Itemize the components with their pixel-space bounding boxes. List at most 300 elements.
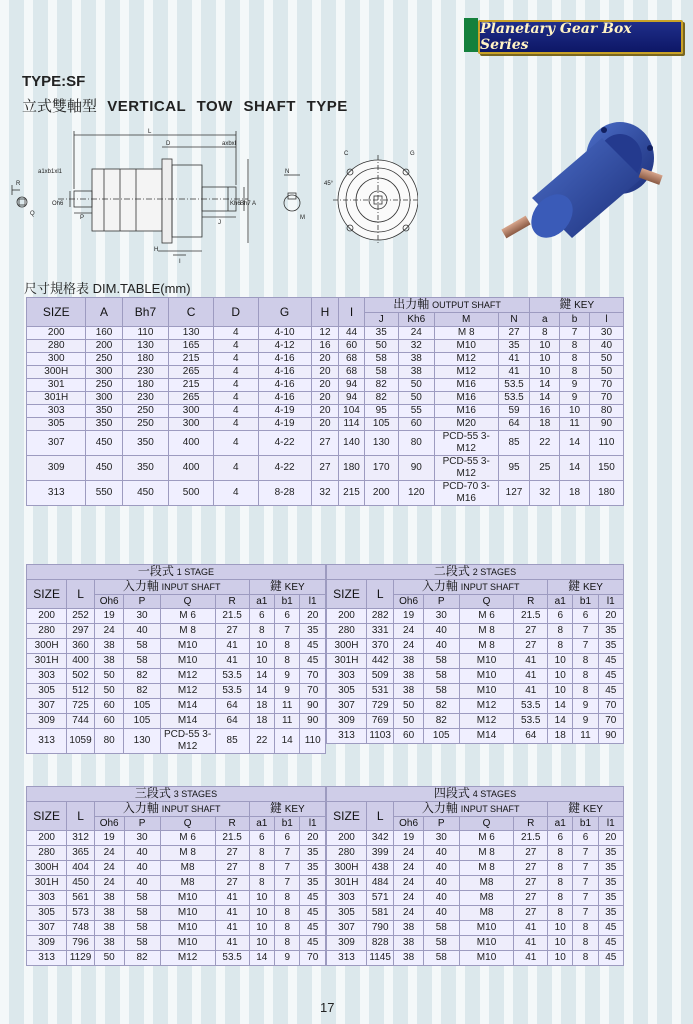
table-cell: 35 — [598, 861, 623, 876]
col-L: L — [367, 802, 394, 831]
table-cell: M12 — [160, 669, 215, 684]
table-cell: 450 — [122, 481, 169, 506]
table-cell: 40 — [423, 861, 459, 876]
table-cell: 45 — [598, 936, 623, 951]
table-cell: M10 — [160, 654, 215, 669]
table-cell: 64 — [514, 729, 548, 744]
table-cell: 27 — [498, 327, 530, 340]
table-cell: 18 — [560, 481, 590, 506]
col-a1: a1 — [249, 595, 274, 609]
table-cell: 38 — [94, 906, 124, 921]
table-cell: 19 — [394, 831, 423, 846]
table-cell: 64 — [215, 714, 249, 729]
table-cell: 90 — [598, 729, 623, 744]
table-cell: 24 — [394, 639, 423, 654]
table-cell: 309 — [327, 714, 367, 729]
table-cell: 58 — [423, 684, 459, 699]
table-cell: 95 — [498, 456, 530, 481]
table-cell: 7 — [573, 891, 598, 906]
table-cell: 50 — [394, 699, 423, 714]
table-cell: 828 — [367, 936, 394, 951]
table-cell: 38 — [94, 921, 124, 936]
table-cell: 280 — [27, 846, 67, 861]
table-cell: 8-28 — [258, 481, 311, 506]
col-size: SIZE — [327, 580, 367, 609]
table-cell: 38 — [394, 669, 423, 684]
table-cell: 165 — [169, 340, 214, 353]
table-row — [327, 861, 624, 876]
table-cell: 45 — [300, 906, 326, 921]
table-cell: 105 — [423, 729, 459, 744]
table-row — [27, 609, 326, 624]
table-row — [27, 921, 326, 936]
table-cell: 58 — [423, 669, 459, 684]
table-cell: 350 — [122, 431, 169, 456]
table-cell: 16 — [311, 340, 339, 353]
gearbox-product-image — [492, 118, 672, 248]
table-cell: 6 — [548, 609, 573, 624]
table-row — [27, 684, 326, 699]
table-row — [327, 951, 624, 966]
stage-title-zh: 三段式 — [134, 786, 171, 800]
table-row — [327, 831, 624, 846]
table-cell: 200 — [327, 609, 367, 624]
table-cell: M12 — [459, 714, 514, 729]
table-cell: 58 — [124, 936, 160, 951]
stage-title — [327, 787, 624, 802]
col-P: P — [423, 817, 459, 831]
table-cell: 280 — [27, 624, 67, 639]
table-cell: 41 — [514, 951, 548, 966]
table-row — [27, 405, 624, 418]
input-shaft-header — [94, 802, 249, 817]
table-cell: 27 — [514, 861, 548, 876]
table-cell: 68 — [339, 353, 364, 366]
table-cell: M20 — [434, 418, 498, 431]
table-cell: 305 — [327, 684, 367, 699]
table-row — [27, 699, 326, 714]
table-cell: 450 — [67, 876, 95, 891]
table-cell: 53.5 — [498, 379, 530, 392]
output-shaft-en: OUTPUT SHAFT — [432, 300, 501, 310]
table-cell: 19 — [394, 609, 423, 624]
subtitle — [22, 95, 348, 116]
table-cell: 41 — [215, 906, 249, 921]
table-row — [27, 846, 326, 861]
table-cell: 442 — [367, 654, 394, 669]
col-Q: Q — [459, 595, 514, 609]
label-L: L — [148, 129, 152, 135]
table-cell: 200 — [27, 609, 67, 624]
table-cell: 30 — [589, 327, 623, 340]
table-cell: 35 — [498, 340, 530, 353]
table-cell: 35 — [300, 876, 326, 891]
table-cell: 80 — [589, 405, 623, 418]
col-C: C — [169, 298, 214, 327]
table-cell: 350 — [86, 418, 122, 431]
key-zh: 鍵 — [559, 297, 572, 311]
table-cell: 8 — [249, 624, 274, 639]
col-R: R — [215, 595, 249, 609]
table-cell: 8 — [548, 639, 573, 654]
table-cell: 7 — [275, 846, 300, 861]
col-Q: Q — [459, 817, 514, 831]
table-row — [27, 654, 326, 669]
table-cell: 307 — [27, 921, 67, 936]
table-cell: 8 — [548, 624, 573, 639]
table-cell: 38 — [394, 684, 423, 699]
input-shaft-header — [394, 802, 548, 817]
series-banner: Planetary Gear Box Series — [478, 20, 683, 54]
table-cell: 105 — [124, 714, 160, 729]
table-cell: 30 — [124, 831, 160, 846]
table-cell: 114 — [339, 418, 364, 431]
table-cell: PCD-55 3-M12 — [160, 729, 215, 754]
table-cell: 127 — [498, 481, 530, 506]
table-cell: 140 — [339, 431, 364, 456]
table-cell: 725 — [67, 699, 95, 714]
table-cell: 58 — [124, 654, 160, 669]
table-cell: 50 — [398, 392, 434, 405]
table-cell: 8 — [573, 654, 598, 669]
input-shaft-zh: 入力軸 — [421, 801, 458, 815]
table-cell: 14 — [274, 729, 299, 754]
table-cell: 50 — [94, 951, 124, 966]
col-b: b — [560, 313, 590, 327]
col-Kh6: Kh6 — [398, 313, 434, 327]
table-cell: 300H — [27, 861, 67, 876]
table-row — [27, 379, 624, 392]
table-cell: 38 — [94, 654, 124, 669]
table-cell: 8 — [573, 951, 598, 966]
table-cell: 38 — [394, 921, 423, 936]
table-cell: 24 — [394, 861, 423, 876]
table-cell: 41 — [215, 936, 249, 951]
stage-title — [27, 565, 326, 580]
table-cell: 40 — [423, 891, 459, 906]
stage3-table — [26, 786, 326, 966]
table-row — [27, 353, 624, 366]
label-Q: Q — [30, 211, 35, 217]
stage-title-zh: 二段式 — [433, 564, 470, 578]
table-cell: 6 — [573, 609, 598, 624]
table-cell: 24 — [394, 876, 423, 891]
table-cell: 6 — [275, 831, 300, 846]
table-row — [27, 861, 326, 876]
table-cell: 8 — [530, 327, 560, 340]
table-cell: M10 — [160, 936, 215, 951]
table-cell: 360 — [67, 639, 95, 654]
table-cell: 20 — [311, 353, 339, 366]
table-cell: 64 — [498, 418, 530, 431]
table-cell: 6 — [573, 831, 598, 846]
table-row — [27, 951, 326, 966]
label-N: N — [285, 169, 290, 175]
table-row — [327, 876, 624, 891]
key-en: KEY — [284, 804, 305, 815]
table-cell: 10 — [548, 936, 573, 951]
table-cell: 70 — [300, 669, 326, 684]
table-cell: 365 — [67, 846, 95, 861]
table-cell: 8 — [249, 846, 274, 861]
table-row — [27, 831, 326, 846]
table-cell: 180 — [339, 456, 364, 481]
key-zh: 鍵 — [269, 579, 282, 593]
table-cell: 200 — [364, 481, 398, 506]
table-cell: 370 — [367, 639, 394, 654]
table-cell: 6 — [249, 831, 274, 846]
table-cell: 4 — [213, 481, 258, 506]
table-row — [327, 609, 624, 624]
table-cell: 10 — [548, 921, 573, 936]
table-cell: 309 — [27, 936, 67, 951]
table-row — [327, 639, 624, 654]
table-cell: 8 — [548, 846, 573, 861]
table-cell: 6 — [249, 609, 274, 624]
table-cell: 280 — [27, 340, 86, 353]
table-cell: 4 — [213, 431, 258, 456]
table-cell: 300 — [86, 366, 122, 379]
table-cell: 7 — [275, 876, 300, 891]
key-header — [249, 802, 325, 817]
label-axbxl: axbxl — [222, 141, 237, 147]
table-cell: 8 — [560, 353, 590, 366]
table-cell: M 8 — [459, 639, 514, 654]
table-cell: 35 — [598, 906, 623, 921]
table-cell: 24 — [94, 861, 124, 876]
table-cell: 60 — [394, 729, 423, 744]
col-a1: a1 — [548, 817, 573, 831]
table-cell: 307 — [327, 921, 367, 936]
col-oh6: Oh6 — [94, 595, 124, 609]
table-cell: 27 — [514, 624, 548, 639]
table-cell: 303 — [327, 669, 367, 684]
table-cell: M8 — [160, 861, 215, 876]
table-cell: 8 — [548, 891, 573, 906]
table-cell: 10 — [249, 891, 274, 906]
table-cell: 30 — [423, 609, 459, 624]
side-view-drawing — [8, 125, 270, 265]
input-shaft-en: INPUT SHAFT — [161, 804, 221, 814]
table-cell: 21.5 — [215, 831, 249, 846]
col-D: D — [213, 298, 258, 327]
table-cell: 14 — [530, 379, 560, 392]
table-cell: 20 — [311, 392, 339, 405]
table-cell: 9 — [573, 714, 598, 729]
label-J: J — [218, 220, 221, 226]
table-cell: 748 — [67, 921, 95, 936]
table-cell: 38 — [94, 891, 124, 906]
table-row — [327, 624, 624, 639]
stage2-table — [326, 564, 624, 744]
table-cell: 90 — [398, 456, 434, 481]
table-cell: M10 — [160, 891, 215, 906]
table-cell: 6 — [548, 831, 573, 846]
table-cell: M10 — [160, 639, 215, 654]
table-row — [327, 936, 624, 951]
table-cell: 4-16 — [258, 392, 311, 405]
col-L: L — [67, 802, 95, 831]
table-cell: 27 — [215, 861, 249, 876]
table-cell: 53.5 — [215, 684, 249, 699]
table-cell: 30 — [423, 831, 459, 846]
col-b1: b1 — [274, 595, 299, 609]
table-cell: 4-12 — [258, 340, 311, 353]
col-oh6: Oh6 — [394, 595, 423, 609]
table-row — [27, 431, 624, 456]
table-cell: 55 — [398, 405, 434, 418]
col-N: N — [498, 313, 530, 327]
table-row — [327, 846, 624, 861]
table-cell: 4 — [213, 327, 258, 340]
table-cell: 50 — [398, 379, 434, 392]
table-cell: 4-19 — [258, 405, 311, 418]
table-cell: 307 — [327, 699, 367, 714]
table-cell: 200 — [27, 831, 67, 846]
col-R: R — [514, 817, 548, 831]
table-cell: 282 — [367, 609, 394, 624]
table-cell: 44 — [339, 327, 364, 340]
input-shaft-zh: 入力軸 — [421, 579, 458, 593]
table-cell: 581 — [367, 906, 394, 921]
table-cell: 27 — [514, 639, 548, 654]
table-row — [27, 327, 624, 340]
table-cell: 14 — [548, 699, 573, 714]
key-zh: 鍵 — [269, 801, 282, 815]
table-cell: 16 — [530, 405, 560, 418]
table-cell: 4 — [213, 366, 258, 379]
table-cell: 58 — [423, 936, 459, 951]
table-cell: 230 — [122, 392, 169, 405]
stage4-table — [326, 786, 624, 966]
table-cell: 53.5 — [215, 669, 249, 684]
table-cell: 40 — [423, 624, 459, 639]
table-cell: 12 — [311, 327, 339, 340]
table-cell: M10 — [459, 669, 514, 684]
table-cell: 307 — [27, 431, 86, 456]
table-cell: 25 — [530, 456, 560, 481]
output-shaft-zh: 出力軸 — [393, 297, 430, 311]
table-row — [27, 639, 326, 654]
key-zh: 鍵 — [568, 801, 581, 815]
table-cell: 45 — [300, 891, 326, 906]
table-cell: 27 — [215, 846, 249, 861]
table-cell: 7 — [573, 876, 598, 891]
table-row — [327, 654, 624, 669]
table-cell: 313 — [27, 729, 67, 754]
col-A: A — [86, 298, 122, 327]
table-cell: 8 — [275, 891, 300, 906]
table-cell: 200 — [327, 831, 367, 846]
table-cell: 41 — [514, 654, 548, 669]
table-cell: 40 — [589, 340, 623, 353]
table-cell: 4-16 — [258, 379, 311, 392]
table-cell: 82 — [423, 714, 459, 729]
table-cell: 45 — [598, 669, 623, 684]
table-cell: 400 — [67, 654, 95, 669]
table-cell: 90 — [300, 699, 326, 714]
table-cell: PCD-70 3-M16 — [434, 481, 498, 506]
table-cell: 27 — [311, 431, 339, 456]
table-cell: 40 — [423, 846, 459, 861]
table-cell: M 8 — [459, 624, 514, 639]
table-cell: M 6 — [160, 831, 215, 846]
table-cell: 301H — [327, 654, 367, 669]
table-cell: 313 — [27, 951, 67, 966]
table-cell: 450 — [86, 431, 122, 456]
table-cell: 7 — [275, 861, 300, 876]
table-cell: M10 — [459, 951, 514, 966]
table-cell: 250 — [86, 379, 122, 392]
output-shaft-header — [364, 298, 530, 313]
table-cell: 90 — [589, 418, 623, 431]
table-row — [327, 684, 624, 699]
table-cell: 252 — [67, 609, 95, 624]
table-cell: 11 — [560, 418, 590, 431]
table-cell: M10 — [160, 906, 215, 921]
table-cell: 265 — [169, 366, 214, 379]
table-cell: 19 — [94, 609, 124, 624]
col-l: l — [589, 313, 623, 327]
table-cell: 342 — [367, 831, 394, 846]
table-cell: 82 — [124, 951, 160, 966]
table-cell: 80 — [398, 431, 434, 456]
table-cell: 22 — [530, 431, 560, 456]
table-cell: 18 — [249, 699, 274, 714]
main-table-body — [27, 327, 624, 506]
table-cell: 27 — [514, 891, 548, 906]
table-cell: 8 — [249, 861, 274, 876]
table-cell: 95 — [364, 405, 398, 418]
table-cell: 38 — [398, 366, 434, 379]
table-cell: 105 — [124, 699, 160, 714]
table-cell: 38 — [94, 936, 124, 951]
table-cell: 8 — [573, 684, 598, 699]
table-cell: 571 — [367, 891, 394, 906]
table-row — [27, 669, 326, 684]
table-cell: 4 — [213, 456, 258, 481]
table-cell: 40 — [124, 861, 160, 876]
table-cell: M14 — [459, 729, 514, 744]
table-cell: 85 — [215, 729, 249, 754]
table-cell: 729 — [367, 699, 394, 714]
label-M: M — [300, 215, 305, 221]
table-cell: 35 — [300, 624, 326, 639]
table-cell: 18 — [249, 714, 274, 729]
table-cell: 20 — [311, 366, 339, 379]
table-cell: 9 — [560, 379, 590, 392]
table-cell: 130 — [169, 327, 214, 340]
table-cell: 40 — [423, 876, 459, 891]
table-cell: 1145 — [367, 951, 394, 966]
table-cell: M 8 — [160, 846, 215, 861]
table-cell: 8 — [275, 936, 300, 951]
table-cell: 14 — [530, 392, 560, 405]
table-cell: 8 — [274, 654, 299, 669]
table-cell: 58 — [423, 921, 459, 936]
table-cell: 130 — [124, 729, 160, 754]
table-row — [27, 936, 326, 951]
key-en: KEY — [582, 804, 603, 815]
table-row — [27, 481, 624, 506]
table-cell: 41 — [498, 353, 530, 366]
table-cell: 309 — [27, 714, 67, 729]
table-cell: 4-19 — [258, 418, 311, 431]
table-cell: 50 — [589, 353, 623, 366]
table-cell: 70 — [589, 392, 623, 405]
table-cell: 110 — [122, 327, 169, 340]
table-cell: M10 — [459, 654, 514, 669]
